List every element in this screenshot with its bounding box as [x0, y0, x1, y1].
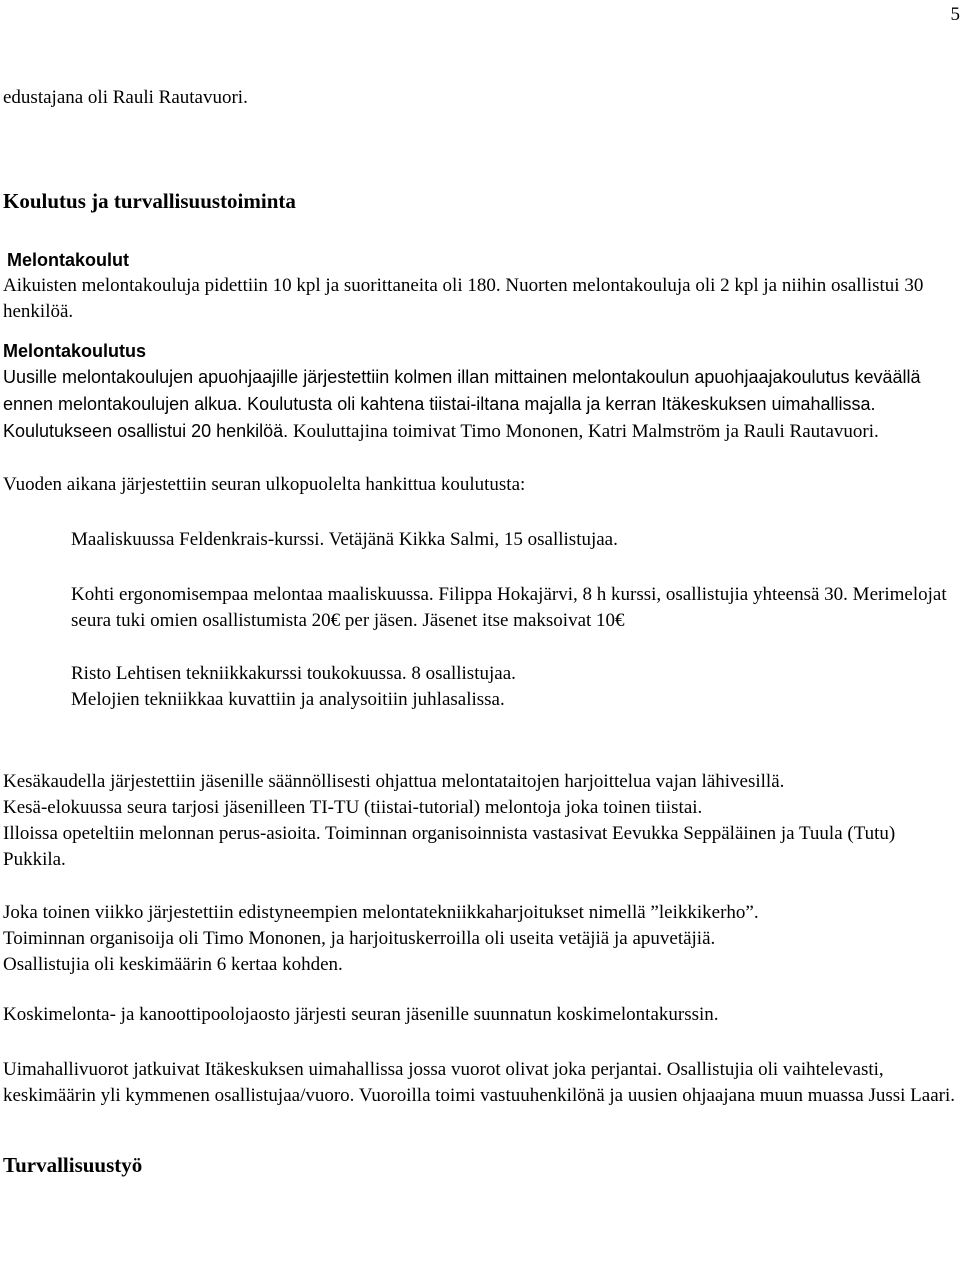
- course-item-kuvaus: Melojien tekniikkaa kuvattiin ja analysoitiin juhlasalissa.: [71, 689, 505, 710]
- melontakoulutus-heading: Melontakoulutus: [3, 341, 146, 361]
- melontakoulutus-paragraph: [3, 364, 955, 445]
- course-item-feldenkrais: Maaliskuussa Feldenkrais-kurssi. Vetäjänä Kikka Salmi, 15 osallistujaa.: [71, 529, 618, 550]
- advanced-line-2: Toiminnan organisoija oli Timo Mononen, ja harjoituskerroilla oli useita vetäjiä ja apuvetäjiä.: [3, 928, 716, 949]
- melontakoulut-text: Aikuisten melontakouluja pidettiin 10 kpl ja suorittaneita oli 180. Nuorten melontakouluja oli 2 kpl ja niihin osallistui 30 henkilöä.: [3, 275, 924, 322]
- uimahalli-text: Uimahallivuorot jatkuivat Itäkeskuksen uimahallissa jossa vuorot olivat joka perjantai. Osallistujia oli vaihtelevasti, keskimäärin yli kymmenen osallistujaa/vuoro. Vuoroilla toimi vastuuhenkilönä ja uusien ohjaajana muun muassa Jussi Laari.: [3, 1059, 956, 1106]
- section-title-turvallisuustyo: Turvallisuustyö: [3, 1153, 143, 1177]
- melontakoulutus-text-serif: Kouluttajina toimivat Timo Mononen, Katri Malmström ja Rauli Rautavuori.: [288, 421, 879, 442]
- intro-text: edustajana oli Rauli Rautavuori.: [3, 87, 248, 108]
- summer-line-2: Kesä-elokuussa seura tarjosi jäsenilleen TI-TU (tiistai-tutorial) melontoja joka toinen tiistai.: [3, 797, 703, 818]
- summer-line-1: Kesäkaudella järjestettiin jäsenille säännöllisesti ohjattua melontataitojen harjoittelua vajan lähivesillä.: [3, 771, 785, 792]
- course-item-tekniikkakurssi: Risto Lehtisen tekniikkakurssi toukokuussa. 8 osallistujaa.: [71, 663, 516, 684]
- section-title-koulutus: Koulutus ja turvallisuustoiminta: [3, 189, 296, 213]
- course-item-ergonomia: Kohti ergonomisempaa melontaa maaliskuussa. Filippa Hokajärvi, 8 h kurssi, osallistujia yhteensä 30. Merimelojat seura tuki omien osallistumista 20€ per jäsen. Jäsenet itse maksoivat 10€: [71, 584, 947, 631]
- advanced-line-1: Joka toinen viikko järjestettiin edistyneempien melontatekniikkaharjoitukset nimellä ”leikkikerho”.: [3, 902, 759, 923]
- advanced-line-3: Osallistujia oli keskimäärin 6 kertaa kohden.: [3, 954, 343, 975]
- external-courses-intro: Vuoden aikana järjestettiin seuran ulkopuolelta hankittua koulutusta:: [3, 474, 526, 495]
- koski-text: Koskimelonta- ja kanoottipoolojaosto järjesti seuran jäsenille suunnatun koskimelontakurssin.: [3, 1004, 719, 1025]
- melontakoulut-heading: Melontakoulut: [7, 250, 129, 270]
- melontakoulutus-text-sans: Uusille melontakoulujen apuohjaajille järjestettiin kolmen illan mittainen melontakoulun apuohjaajakoulutus keväällä ennen melontakoulujen alkua. Koulutusta oli kahtena tiistai-iltana majalla ja kerran Itäkeskuksen uimahallissa. Koulutukseen osallistui 20 henkilöä.: [3, 367, 921, 441]
- page-number: 5: [950, 4, 960, 25]
- document-body: [3, 85, 955, 1179]
- summer-line-3: Illoissa opeteltiin melonnan perus-asioita. Toiminnan organisoinnista vastasivat Eevukka Seppäläinen ja Tuula (Tutu) Pukkila.: [3, 823, 896, 870]
